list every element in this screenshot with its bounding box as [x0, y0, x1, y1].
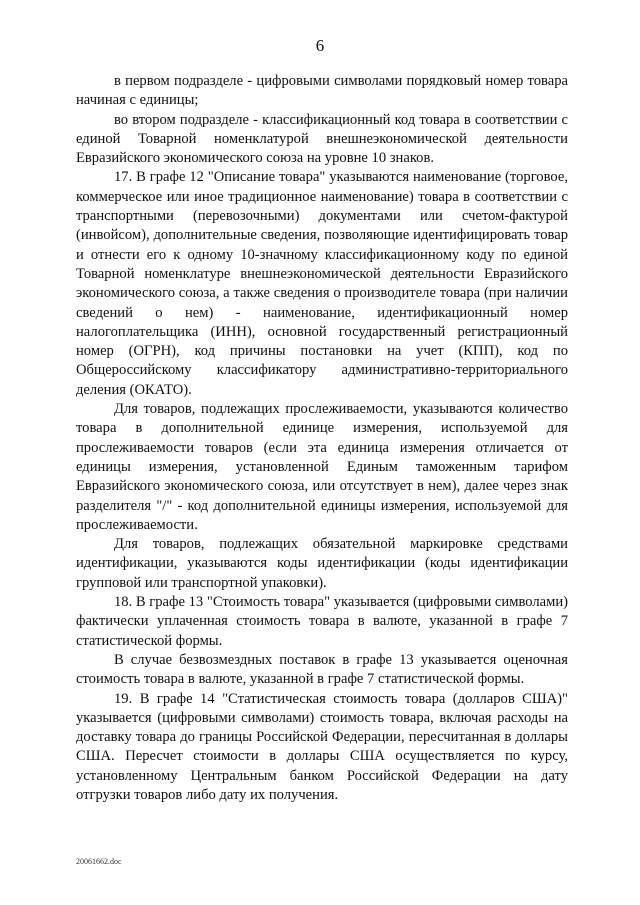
document-footer: 20061662.doc — [76, 857, 122, 866]
paragraph-first-subsection: в первом подразделе - цифровыми символами порядковый номер товара начиная с единицы; — [76, 73, 568, 109]
paragraph-second-subsection: во втором подразделе - классификационный код товара в соответствии с единой Товарной номенклатурой внешнеэкономической деятельности Евразийского экономического союза на уровне 10 знаков. — [76, 111, 568, 167]
paragraph-marking: Для товаров, подлежащих обязательной маркировке средствами идентификации, указываются коды идентификации (коды идентификации групповой или транспортной упаковки). — [76, 536, 568, 591]
paragraph-item-19: 19. В графе 14 "Статистическая стоимость товара (долларов США)" указывается (цифровыми символами) стоимость товара, включая расходы на доставку товара до границы Российской Федерации, пересчитанная в доллары США. Пересчет стоимости в доллары США осуществляется по курсу, установленному Центральным банком Российской Федерации на дату отгрузки товаров либо дату их получения. — [76, 690, 568, 803]
paragraph-traceability: Для товаров, подлежащих прослеживаемости, указываются количество товара в дополнительной единице измерения, используемой для прослеживаемости товаров (если эта единица измерения отличается от единицы измерения, установленной Единым таможенным тарифом Евразийского экономического союза, или отсутствует в нем), далее через знак разделителя "/" - код дополнительной единицы измерения, используемой для прослеживаемости. — [76, 401, 568, 533]
page-number: 6 — [315, 36, 325, 55]
paragraph-item-17: 17. В графе 12 "Описание товара" указываются наименование (торговое, коммерческое или иное традиционное наименование) товара в соответствии с транспортными (перевозочными) документами или счетом-фактурой (инвойсом), дополнительные сведения, позволяющие идентифицировать товар и отнести его к одному 10-значному классификационному коду по единой Товарной номенклатуре внешнеэкономической деятельности Евразийского экономического союза, а также сведения о производителе товара (при наличии сведений о нем) - наименование, идентификационный номер налогоплательщика (ИНН), основной государственный регистрационный номер (ОГРН), код причины постановки на учет (КПП), код по Общероссийскому классификатору административно-территориального деления (ОКАТО). — [76, 169, 568, 398]
paragraph-free-supply: В случае безвозмездных поставок в графе 13 указывается оценочная стоимость товара в валюте, указанной в графе 7 статистической формы. — [76, 651, 568, 688]
document-body — [76, 72, 568, 805]
paragraph-item-18: 18. В графе 13 "Стоимость товара" указывается (цифровыми символами) фактически уплаченная стоимость товара в валюте, указанной в графе 7 статистической формы. — [76, 594, 569, 649]
